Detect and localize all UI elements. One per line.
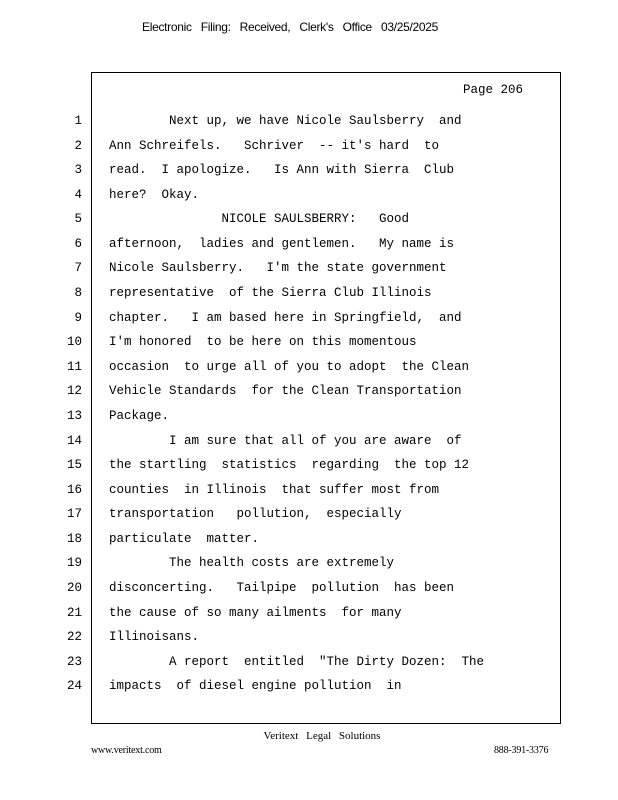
line-text: the startling statistics regarding the top 12 bbox=[109, 458, 470, 472]
line-number: 18 bbox=[66, 532, 82, 546]
line-text: Next up, we have Nicole Saulsberry and bbox=[109, 114, 462, 128]
line-text: counties in Illinois that suffer most from bbox=[109, 483, 440, 497]
line-text: here? Okay. bbox=[109, 188, 200, 202]
footer-company: Veritext Legal Solutions bbox=[263, 730, 381, 742]
line-number: 9 bbox=[74, 311, 82, 325]
line-number: 12 bbox=[66, 384, 82, 398]
page-number: Page 206 bbox=[463, 83, 524, 97]
line-number: 4 bbox=[74, 188, 82, 202]
line-number: 6 bbox=[74, 237, 82, 251]
line-number: 5 bbox=[74, 212, 82, 226]
line-number: 21 bbox=[66, 606, 82, 620]
line-text: I'm honored to be here on this momentous bbox=[109, 335, 417, 349]
line-text: A report entitled "The Dirty Dozen: The bbox=[109, 655, 485, 669]
line-number: 1 bbox=[74, 114, 82, 128]
line-text: the cause of so many ailments for many bbox=[109, 606, 402, 620]
line-text: particulate matter. bbox=[109, 532, 260, 546]
line-text: I am sure that all of you are aware of bbox=[109, 434, 462, 448]
line-text: The health costs are extremely bbox=[109, 556, 395, 570]
footer-phone: 888-391-3376 bbox=[494, 745, 549, 756]
line-number: 19 bbox=[66, 556, 82, 570]
line-text: NICOLE SAULSBERRY: Good bbox=[109, 212, 410, 226]
line-number: 7 bbox=[74, 261, 82, 275]
line-number: 13 bbox=[66, 409, 82, 423]
line-number: 24 bbox=[66, 679, 82, 693]
line-number: 22 bbox=[66, 630, 82, 644]
line-number: 17 bbox=[66, 507, 82, 521]
filing-stamp-text: Electronic Filing: Received, Clerk's Office 03/25/2025 bbox=[142, 20, 439, 34]
line-text: representative of the Sierra Club Illinois bbox=[109, 286, 432, 300]
line-number: 11 bbox=[66, 360, 82, 374]
line-text: impacts of diesel engine pollution in bbox=[109, 679, 402, 693]
line-text: read. I apologize. Is Ann with Sierra Club bbox=[109, 163, 455, 177]
line-text: occasion to urge all of you to adopt the Clean bbox=[109, 360, 470, 374]
line-text: Illinoisans. bbox=[109, 630, 200, 644]
line-number: 14 bbox=[66, 434, 82, 448]
line-number: 16 bbox=[66, 483, 82, 497]
line-number: 20 bbox=[66, 581, 82, 595]
line-text: chapter. I am based here in Springfield, and bbox=[109, 311, 462, 325]
footer-website: www.veritext.com bbox=[91, 745, 162, 756]
line-number: 10 bbox=[66, 335, 82, 349]
line-number: 15 bbox=[66, 458, 82, 472]
line-number: 3 bbox=[74, 163, 82, 177]
line-number: 2 bbox=[74, 139, 82, 153]
line-text: Vehicle Standards for the Clean Transportation bbox=[109, 384, 462, 398]
line-text: afternoon, ladies and gentlemen. My name is bbox=[109, 237, 455, 251]
line-text: transportation pollution, especially bbox=[109, 507, 402, 521]
line-number: 23 bbox=[66, 655, 82, 669]
line-number: 8 bbox=[74, 286, 82, 300]
line-text: Ann Schreifels. Schriver -- it's hard to bbox=[109, 139, 440, 153]
line-text: disconcerting. Tailpipe pollution has been bbox=[109, 581, 455, 595]
line-text: Nicole Saulsberry. I'm the state government bbox=[109, 261, 447, 275]
line-text: Package. bbox=[109, 409, 170, 423]
